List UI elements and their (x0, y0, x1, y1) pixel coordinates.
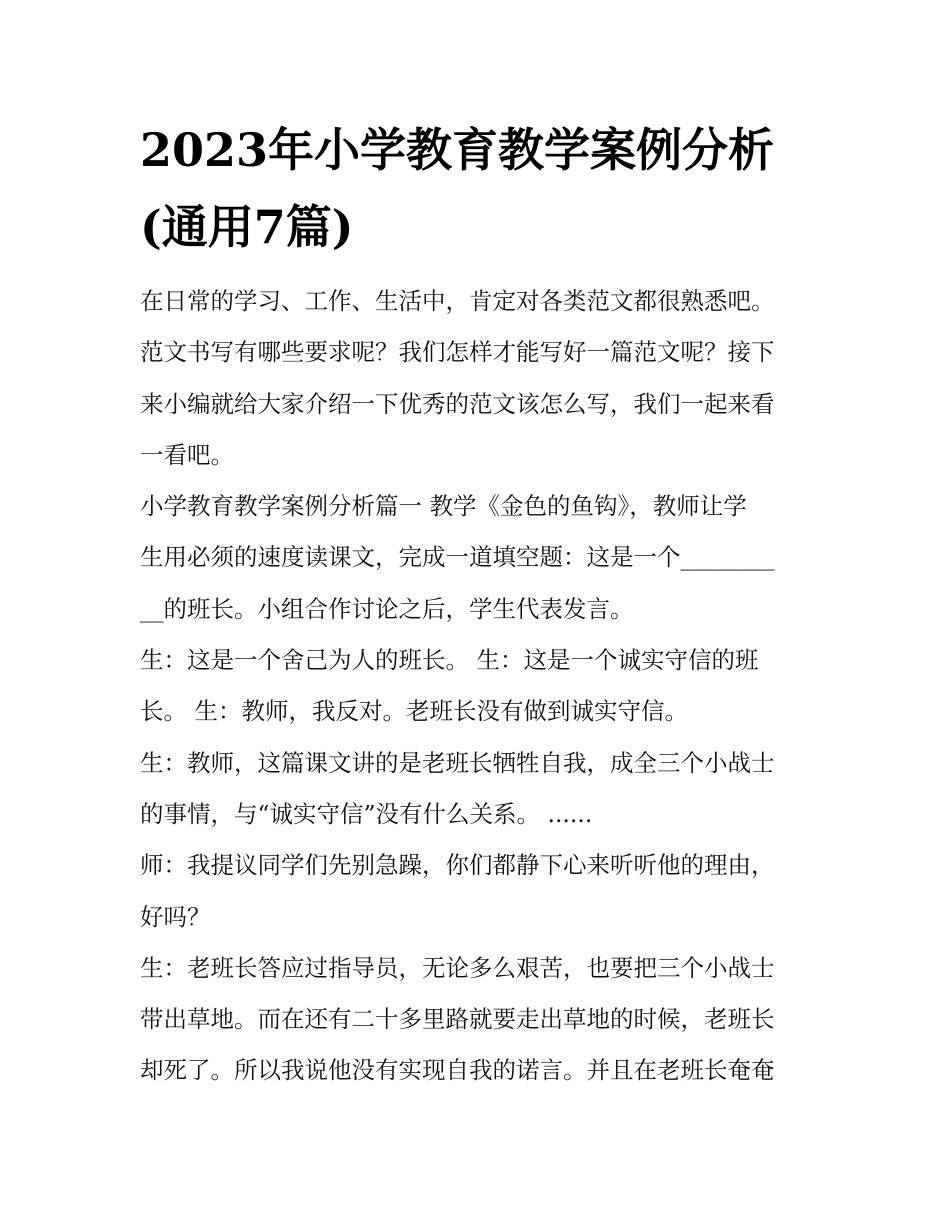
text-line: 生：教师，这篇课文讲的是老班长牺牲自我，成全三个小战士 (140, 748, 775, 777)
document-body (140, 276, 820, 1097)
text-line: 生：这是一个舍己为人的班长。 生：这是一个诚实守信的班 (140, 646, 759, 675)
text-line: 来小编就给大家介绍一下优秀的范文该怎么写，我们一起来看 (140, 389, 775, 418)
text-line: 好吗？ (140, 902, 211, 931)
text-line: 一看吧。 (140, 440, 234, 469)
text-line: 却死了。所以我说他没有实现自我的诺言。并且在老班长奄奄 (140, 1056, 775, 1085)
text-line: 小学教育教学案例分析篇一 教学《金色的鱼钩》，教师让学 (140, 492, 747, 521)
text-line: 长。 生：教师，我反对。老班长没有做到诚实守信。 (140, 697, 688, 726)
text-line: 生：老班长答应过指导员，无论多么艰苦，也要把三个小战士 (140, 953, 775, 982)
title-line-2: (通用7篇) (140, 200, 354, 254)
text-line: __的班长。小组合作讨论之后，学生代表发言。 (140, 594, 634, 623)
text-line: 带出草地。而在还有二十多里路就要走出草地的时候，老班长 (140, 1005, 775, 1034)
text-line: 在日常的学习、工作、生活中，肯定对各类范文都很熟悉吧。 (140, 287, 775, 315)
text-line: 师：我提议同学们先别急躁，你们都静下心来听听他的理由， (140, 851, 775, 880)
text-line: 的事情，与“诚实守信”没有什么关系。 ...... (140, 799, 593, 828)
text-line: 生用必须的速度读课文，完成一道填空题：这是一个________ (140, 543, 775, 572)
text-line: 范文书写有哪些要求呢？我们怎样才能写好一篇范文呢？接下 (140, 338, 775, 367)
title-line-1: 2023年小学教育教学案例分析 (140, 123, 775, 177)
document-title (140, 112, 820, 266)
